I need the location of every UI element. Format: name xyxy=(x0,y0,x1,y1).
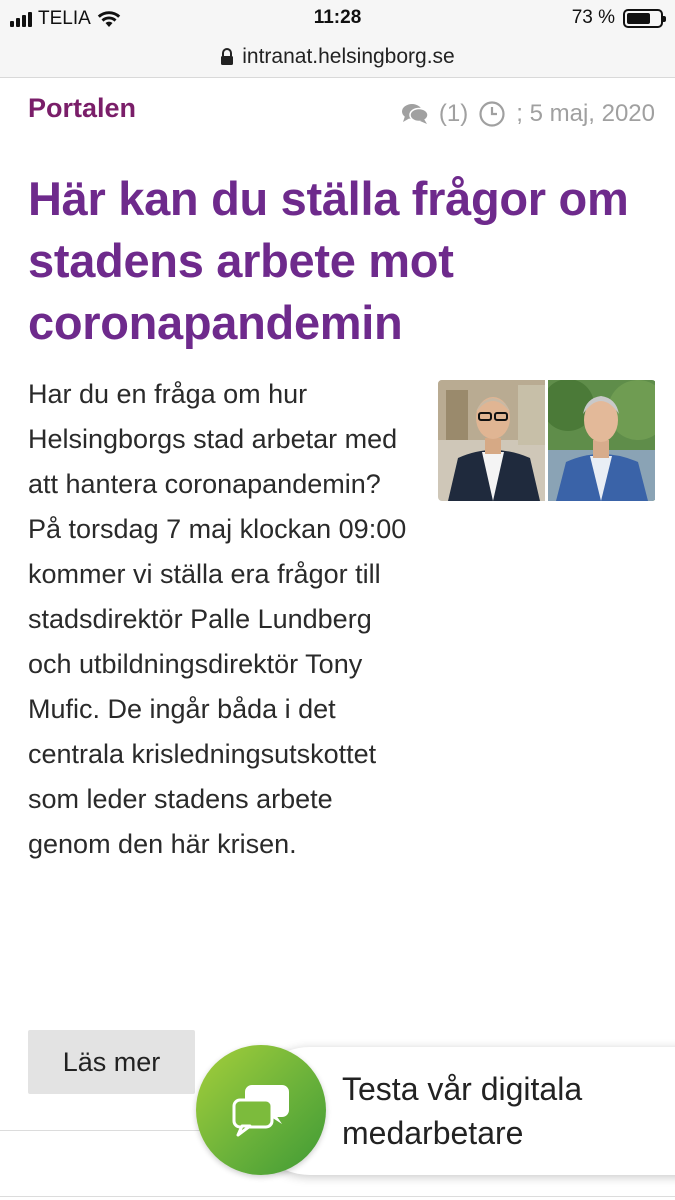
lock-icon xyxy=(220,48,234,66)
clock-icon xyxy=(478,100,506,128)
comments-icon[interactable] xyxy=(401,103,429,125)
publish-date: ; 5 maj, 2020 xyxy=(516,100,655,127)
url-bar[interactable] xyxy=(0,36,675,78)
read-more-button[interactable]: Läs mer xyxy=(28,1030,195,1094)
clock: 11:28 xyxy=(313,7,362,28)
portrait-tony-mufic xyxy=(548,380,655,501)
chat-widget-label[interactable]: Testa vår digitala medarbetare xyxy=(342,1071,583,1151)
comment-count[interactable]: (1) xyxy=(438,100,469,127)
article-photo xyxy=(438,380,656,501)
carrier-name: TELIA xyxy=(38,8,91,29)
category-link[interactable]: Portalen xyxy=(28,93,137,123)
battery-percent: 73 % xyxy=(571,7,615,28)
chat-widget[interactable] xyxy=(196,1045,675,1175)
article-body: Har du en fråga om hur Helsingborgs stad arbetar med att hantera coronapandemin? På torsdag 7 maj klockan 09:00 kommer vi ställa era frågor till stadsdirektör Palle Lundberg och utbildningsdirektör Tony Mufic. De ingår båda i det centrala krisledningsutskottet som leder stadens arbete genom den här krisen. xyxy=(28,379,407,859)
divider xyxy=(0,1196,675,1197)
article-meta xyxy=(401,100,655,128)
url-text: intranat.helsingborg.se xyxy=(242,44,455,68)
chat-launcher-button[interactable] xyxy=(196,1045,326,1175)
status-bar xyxy=(0,0,675,36)
battery-icon xyxy=(623,9,663,28)
article-title[interactable]: Här kan du ställa frågor om stadens arbete mot coronapandemin xyxy=(28,172,629,349)
chat-bubbles-icon xyxy=(230,1082,292,1138)
status-right xyxy=(572,7,663,29)
battery-fill xyxy=(627,13,650,24)
portrait-palle-lundberg xyxy=(438,380,545,501)
